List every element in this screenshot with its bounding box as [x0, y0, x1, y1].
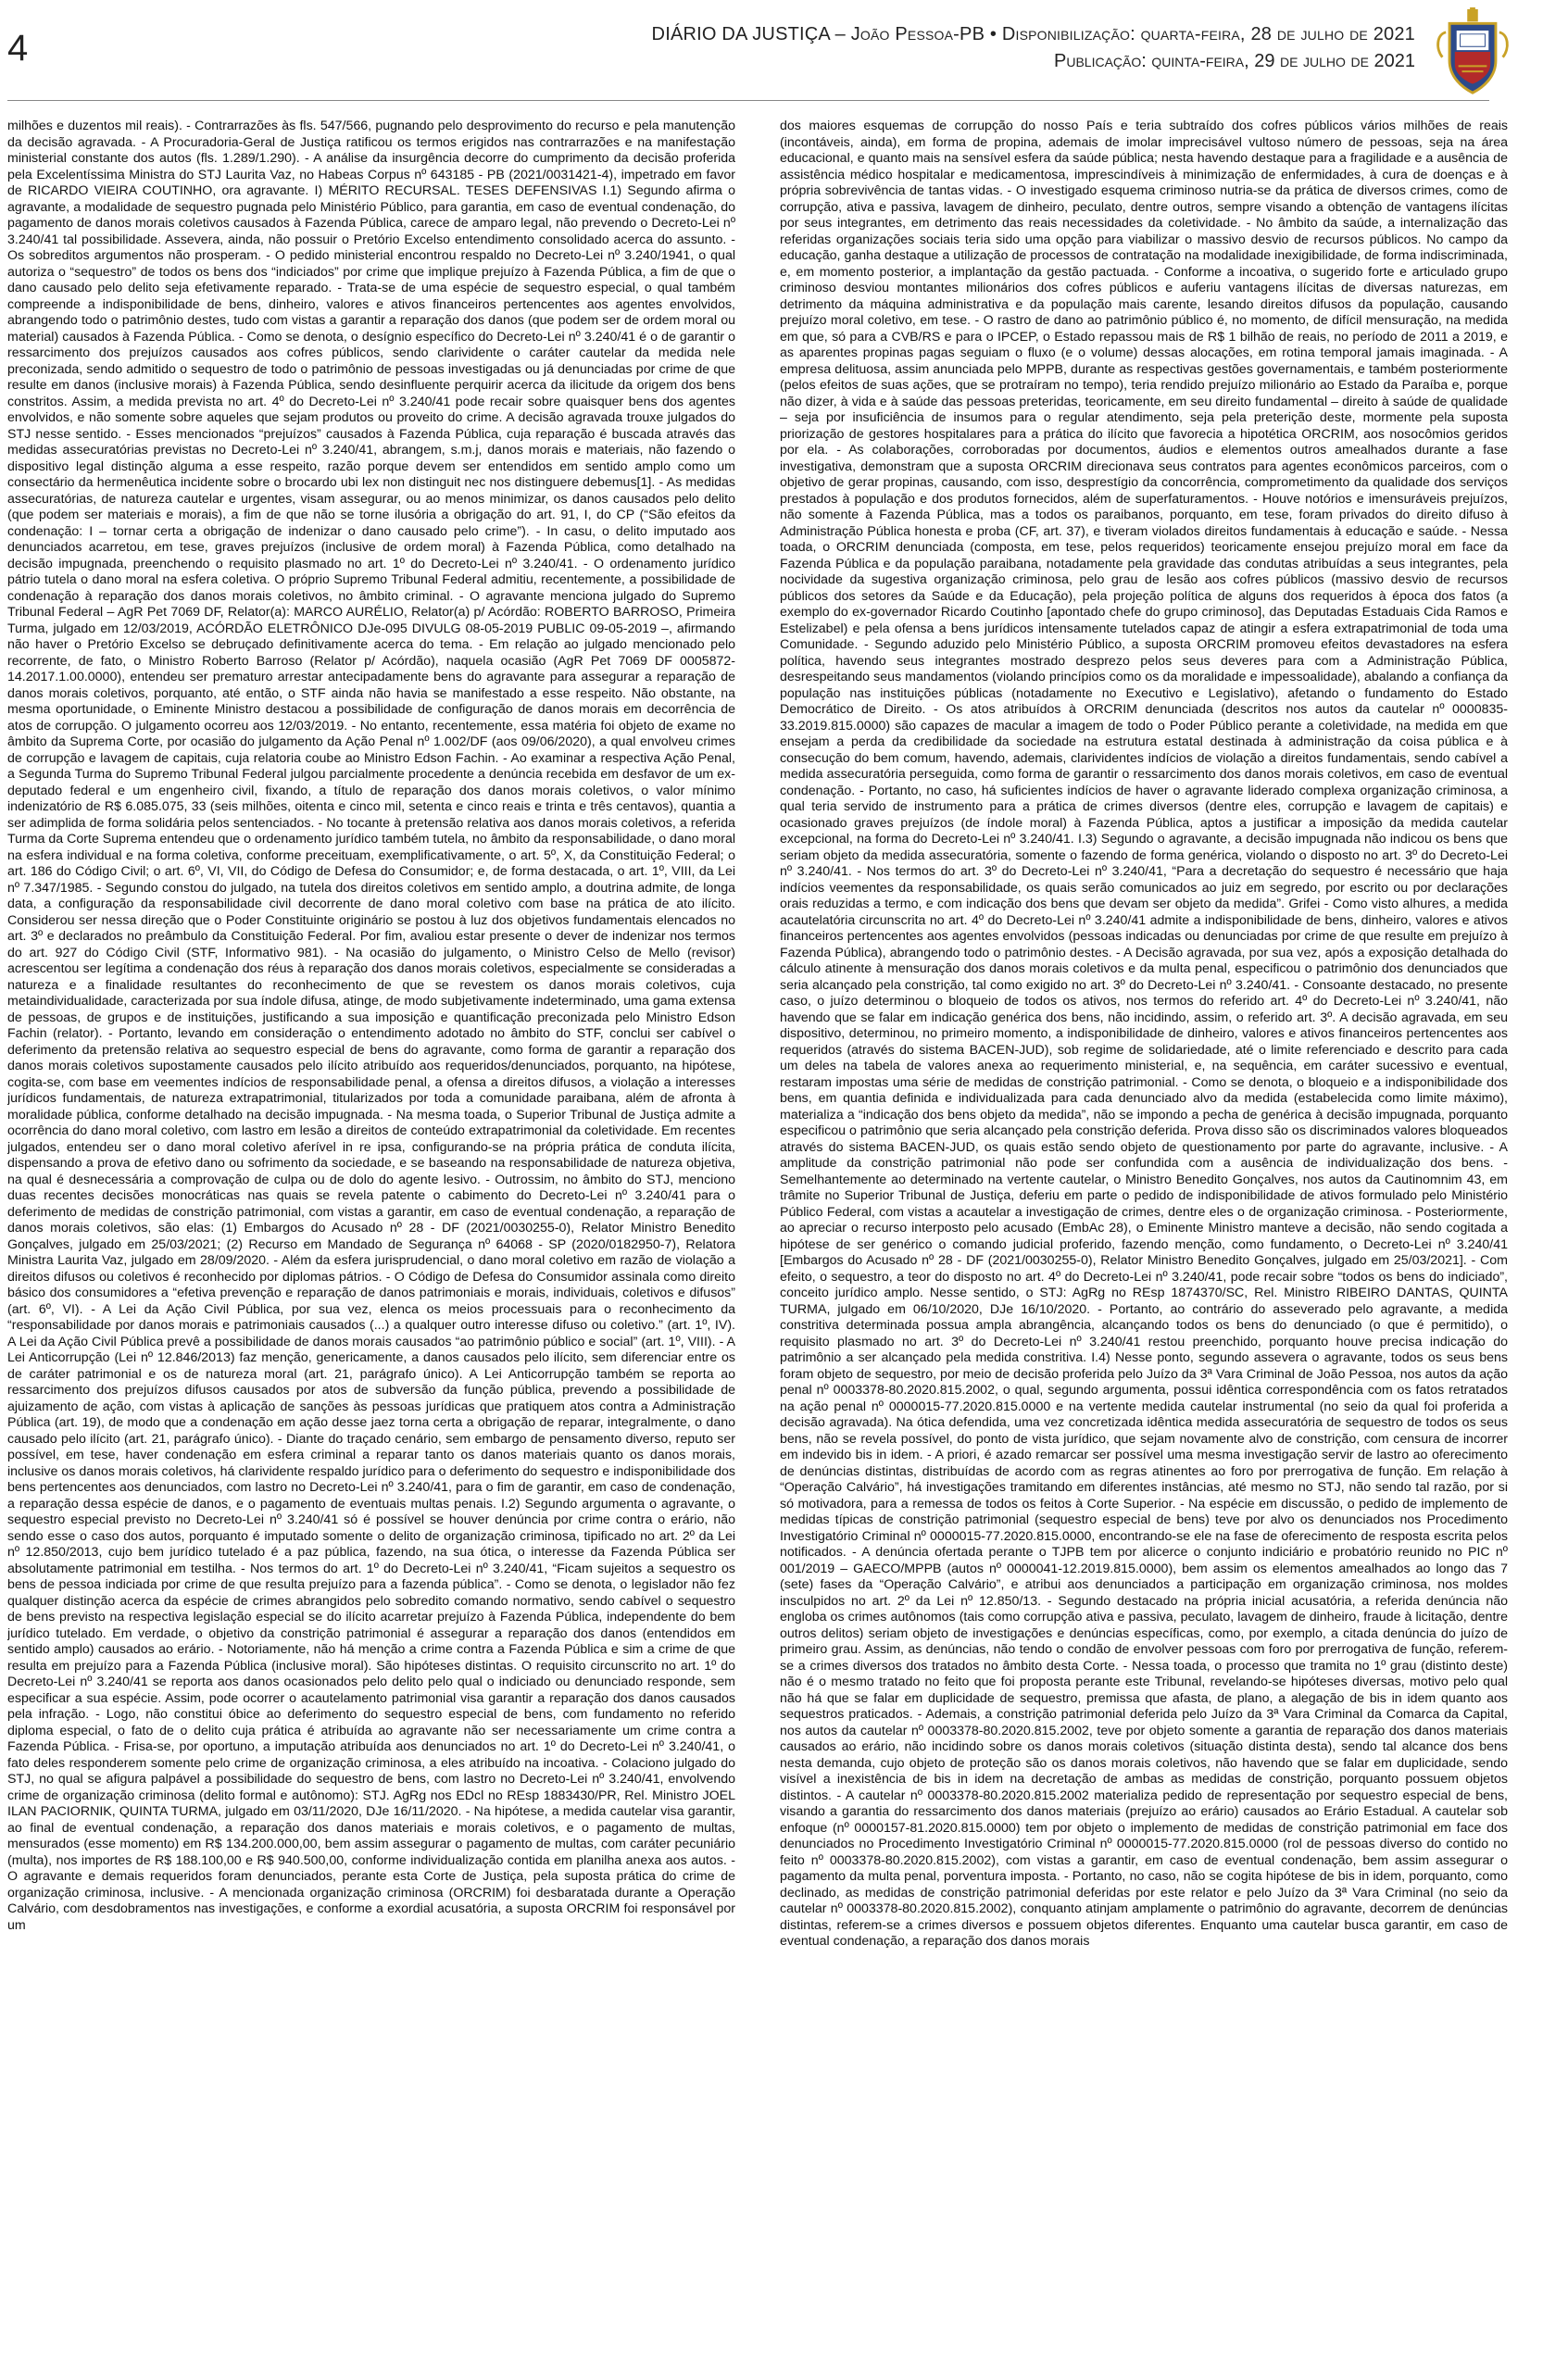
publication-date: : quinta-feira, 29 de julho de 2021 — [1141, 51, 1415, 71]
header-line-2 — [652, 51, 1415, 72]
text-column-left — [7, 119, 735, 2360]
journal-name: DIÁRIO DA JUSTIÇA — [651, 24, 830, 44]
page-header — [0, 0, 1568, 93]
right-column-text: dos maiores esquemas de corrupção do nosso País e teria subtraído dos cofres públicos vários milhões de reais (incontáveis, ainda), em forma de propina, ademais de imolar imprecisável vultoso número de pessoas, seja na área educacional, e quanto mais na sensível esfera da saúde pública; nesta havendo destaque para a fragilidade e a ausência de assistência médico hospitalar e medicamentosa, imprescindíveis à minimização de enfermidades, à cura de doenças e à própria sobrevivência de tantas vidas. - O investigado esquema criminoso nutria-se da prática de diversos crimes, como de corrupção, ativa e passiva, lavagem de dinheiro, peculato, dentre outros, sempre visando a obtenção de vantagens ilícitas por seus integrantes, em detrimento das reais necessidades da coletividade. - No âmbito da saúde, a internalização das referidas organizações sociais teria sido uma opção para viabilizar o massivo desvio de recursos públicos. No campo da educação, ganha destaque a utilização de processos de contratação na modalidade inexigibilidade, de forma indiscriminada, e, em momento posterior, a implantação da gestão pactuada. - Conforme a incoativa, o sugerido forte e articulado grupo criminoso desviou montantes milionários dos cofres públicos e auferiu vantagens ilícitas de diversas naturezas, em detrimento da máquina administrativa e da população mais carente, lesando direitos difusos da população, causando prejuízo moral coletivo, em tese. - O rastro de dano ao patrimônio público é, no momento, de difícil mensuração, na medida em que, só para a CVB/RS e para o IPCEP, o Estado repassou mais de R$ 1 bilhão de reais, no período de 2011 a 2019, e as aparentes propinas pagas seguiam o fluxo (e o volume) dessas alocações, em rotina temporal jamais imaginada. - A empresa delituosa, assim anunciada pelo MPPB, durante as respectivas gestões governamentais, e também posteriormente (pelos efeitos de suas ações, que se protraíram no tempo), teria rendido prejuízo milionário ao Estado da Paraíba e, porque não dizer, à vida e à saúde das pessoas preteridas, teoricamente, em seu direito fundamental – direito à saúde de qualidade – seja por insuficiência de insumos para o regular atendimento, seja pela preterição deste, mormente pela suposta priorização de gestores hospitalares para a prática do ilícito que favorecia a hipotética ORCRIM, aos nosocômios geridos por ela. - As colaborações, corroboradas por documentos, áudios e elementos outros amealhados durante a fase investigativa, demonstram que a suposta ORCRIM direcionava seus contratos para agentes econômicos parceiros, com o objetivo de gerar propinas, causando, com isso, desprestígio da concorrência, comprometimento da qualidade dos serviços prestados à população e dos produtos fornecidos, além de superfaturamentos. - Houve notórios e imensuráveis prejuízos, não somente à Fazenda Pública, mas a todos os paraibanos, porquanto, em tese, foram privados do direito difuso à Administração Pública honesta e proba (CF, art. 37), e tiveram violados direitos fundamentais à educação e saúde. - Nessa toada, o ORCRIM denunciada (composta, em tese, pelos requeridos) teoricamente ensejou prejuízo moral em face da Fazenda Pública e da população paraibana, notadamente pela gravidade das condutas atribuídas a seus integrantes, pela nocividade da sugestiva organização criminosa, pelo grau de lesão aos cofres públicos (massivo desvio de recursos públicos dos setores da Saúde e da Educação), pela projeção política de alguns dos requeridos à época dos fatos (a exemplo do ex-governador Ricardo Coutinho [apontado chefe do grupo criminoso], das Deputadas Estaduais Cida Ramos e Estelizabel) e pela ofensa a bens jurídicos intensamente tutelados capaz de atingir a esfera extrapatrimonial de toda uma Comunidade. - Segundo aduzido pelo Ministério Público, a suposta ORCRIM promoveu efeitos devastadores na esfera política, havendo seus integrantes mostrado desprezo pelos seus deveres para com a Administração Pública, desrespeitando seus mandamentos (violando princípios como os da moralidade e impessoalidade), abalando a confiança da população nas instituições públicas (notadamente no Executivo e Legislativo), afetando o fundamento do Estado Democrático de Direito. - Os atos atribuídos à ORCRIM denunciada (descritos nos autos da cautelar nº 0000835-33.2019.815.0000) são capazes de macular a imagem de todo o Poder Público perante a coletividade, na medida em que ensejam a perda da credibilidade da sociedade na estrutura estatal destinada à administração da coisa pública e à consecução do bem comum, havendo, ademais, clarividentes indícios de violação a direitos fundamentais, sendo cabível a medida assecuratória perseguida, como forma de garantir o ressarcimento dos danos morais coletivos, em caso de eventual condenação. - Portanto, no caso, há suficientes indícios de haver o agravante liderado complexa organização criminosa, a qual teria servido de instrumento para a prática de crimes diversos (dentre eles, corrupção e lavagem de capitais) e ocasionado graves prejuízos (de índole moral) à Fazenda Pública, aptos a justificar a imposição da medida cautelar excepcional, na forma do Decreto-Lei nº 3.240/41. I.3) Segundo o agravante, a decisão impugnada não indicou os bens que seriam objeto da medida assecuratória, somente o fazendo de forma genérica, violando o disposto no art. 3º do Decreto-Lei nº 3.240/41. - Nos termos do art. 3º do Decreto-Lei nº 3.240/41, “Para a decretação do sequestro é necessário que haja indícios veementes da responsabilidade, os quais serão comunicados ao juiz em segredo, por escrito ou por declarações orais reduzidas a termo, e com indicação dos bens que devam ser objeto da medida”. Grifei - Como visto alhures, a medida acautelatória circunscrita no art. 4º do Decreto-Lei nº 3.240/41 admite a indisponibilidade de bens, dinheiro, valores e ativos financeiros pertencentes aos agentes envolvidos (pessoas indicadas ou denunciadas por crime de que resulte em prejuízo à Fazenda Pública), abrangendo todo o patrimônio destes. - A Decisão agravada, por sua vez, após a exposição detalhada do cálculo atinente à mensuração dos danos morais coletivos e da multa penal, especificou o patrimônio dos denunciados que seria alcançado pela constrição, tal como exigido no art. 3º do Decreto-Lei nº 3.240/41. - Consoante destacado, no presente caso, o juízo determinou o bloqueio de todos os ativos, nos termos do referido art. 4º do Decreto-Lei nº 3.240/41, não havendo que se falar em indicação genérica dos bens, não incidindo, assim, o referido art. 3º. A decisão agravada, em seu dispositivo, determinou, no primeiro momento, a indisponibilidade de dinheiro, valores e ativos financeiros pertencentes aos requeridos (através do sistema BACEN-JUD), sob regime de solidariedade, até o limite referenciado e descrito para cada um deles na tabela de valores anexa ao requerimento ministerial, e, na sequência, em caráter sucessivo e eventual, restaram impostas uma série de medidas de constrição patrimonial. - Como se denota, o bloqueio e a indisponibilidade dos bens, em quantia definida e individualizada para cada denunciado alvo da medida (estabelecida como limite máximo), materializa a “indicação dos bens objeto da medida”, não se impondo a pecha de genérica à decisão impugnada, porquanto especificou o patrimônio que seria alcançado pela constrição deferida. Prova disso são os discriminados valores bloqueados através do sistema BACEN-JUD, os quais estão sendo objeto de questionamento por parte do agravante, inclusive. - A amplitude da constrição patrimonial não pode ser confundida com a ausência de individualização dos bens. - Semelhantemente ao determinado na vertente cautelar, o Ministro Benedito Gonçalves, nos autos da Cautinomnim 43, em trâmite no Superior Tribunal de Justiça, deferiu em parte o pedido de indisponibilidade de ativos formulado pelo Ministério Público Federal, com vistas a acautelar a investigação de crimes, dentre eles o de organização criminosa. - Posteriormente, ao apreciar o recurso interposto pelo acusado (EmbAc 28), o Eminente Ministro manteve a decisão, não sendo cogitada a hipótese de ser genérico o comando judicial proferido, fazendo menção, como fundamento, o Decreto-Lei nº 3.240/41 [Embargos do Acusado nº 28 - DF (2021/0030255-0), Relator Ministro Benedito Gonçalves, julgado em 25/03/2021]. - Com efeito, o sequestro, a teor do disposto no art. 4º do Decreto-Lei nº 3.240/41, pode recair sobre “todos os bens do indiciado”, conceito jurídico amplo. Nesse sentido, o STJ: AgRg no REsp 1874370/SC, Rel. Ministro RIBEIRO DANTAS, QUINTA TURMA, julgado em 06/10/2020, DJe 16/10/2020. - Portanto, ao contrário do asseverado pelo agravante, a medida constritiva determinada possua ampla abrangência, alcançando todos os bens do denunciado (o que é permitido), o requisito plasmado no art. 3º do Decreto-Lei nº 3.240/41 restou preenchido, porquanto houve precisa indicação do patrimônio a ser alcançado pela medida constritiva. I.4) Nesse ponto, segundo assevera o agravante, todos os seus bens foram objeto de sequestro, por meio de decisão proferida pelo Juízo da 3ª Vara Criminal de João Pessoa, nos autos da ação penal nº 0003378-80.2020.815.2002, o qual, segundo argumenta, possui idêntica correspondência com os fatos retratados na ação penal nº 0000015-77.2020.815.0000 e na vertente medida cautelar instrumental (no seio da qual foi proferida a decisão agravada). Na ótica defendida, uma vez concretizada idêntica medida assecuratória de sequestro de todos os seus bens, não se revela possível, do ponto de vista jurídico, que sejam novamente alvo de constrição, com censura de incorrer em indevido bis in idem. - A priori, é azado remarcar ser possível uma mesma investigação servir de lastro ao oferecimento de denúncias distintas, distribuídas de acordo com as regras atinentes ao foro por prerrogativa de função. Em relação à “Operação Calvário”, há investigações tramitando em diferentes instâncias, até mesmo no STJ, não sendo tal razão, por si só motivadora, para a remessa de todos os feitos à Corte Superior. - Na espécie em discussão, o pedido de implemento de medidas típicas de constrição patrimonial (sequestro especial de bens) teve por alvo os denunciados nos Procedimento Investigatório Criminal nº 0000015-77.2020.815.0000, encontrando-se ele na fase de oferecimento de resposta escrita pelos notificados. - A denúncia ofertada perante o TJPB tem por alicerce o conjunto indiciário e probatório reunido no PIC nº 001/2019 – GAECO/MPPB (autos nº 0000041-12.2019.815.0000), bem assim os elementos amealhados ao longo das 7 (sete) fases da “Operação Calvário”, e atribui aos denunciados a participação em organização criminosa, nos moldes insculpidos no art. 2º da Lei nº 12.850/13. - Segundo destacado na própria inicial acusatória, a referida denúncia não engloba os crimes autônomos (tais como corrupção ativa e passiva, peculato, lavagem de dinheiro, fraude à licitação, dentre outros delitos) seriam objeto de investigações e denúncias específicas, como, por exemplo, a citada denúncia do juízo de primeiro grau. Assim, as denúncias, não tendo o condão de envolver pessoas com foro por prerrogativa de função, referem-se a crimes diversos dos tratados no âmbito desta Corte. - Nessa toada, o processo que tramita no 1º grau (distinto deste) não é o mesmo tratado no feito que foi proposta perante este Tribunal, revelando-se hipóteses diversas, motivo pelo qual não há que se falar em duplicidade de sequestro, premissa que afasta, de plano, a alegação de bis in idem quanto aos sequestros praticados. - Ademais, a constrição patrimonial deferida pelo Juízo da 3ª Vara Criminal da Comarca da Capital, nos autos da cautelar nº 0003378-80.2020.815.2002, teve por objeto somente a garantia de reparação dos danos materiais causados ao erário, não incidindo sobre os danos morais coletivos (situação distinta desta), sendo tal alcance dos bens nesta demanda, cujo objeto de proteção são os danos morais coletivos, não havendo que se falar em duplicidade, sendo visível a inexistência de bis in idem na decretação de ambas as medidas de constrição, porquanto possuem objetos distintos. - A cautelar nº 0003378-80.2020.815.2002 materializa pedido de representação por sequestro especial de bens, visando a garantia do ressarcimento dos danos materiais (prejuízo ao erário) causados ao Erário Estadual. A cautelar sob enfoque (nº 0000157-81.2020.815.0000) tem por objeto o implemento de medidas de constrição patrimonial em face dos denunciados no Procedimento Investigatório Criminal nº 0000015-77.2020.815.0000 (rol de pessoas diverso do contido no feito nº 0003378-80.2020.815.2002), com vistas a garantir, em caso de eventual condenação, bem assim assegurar o pagamento da multa penal, porventura imposta. - Portanto, no caso, não se cogita hipótese de bis in idem, porquanto, como declinado, as medidas de constrição patrimonial deferidas por este relator e pelo Juízo da 3ª Vara Criminal (no seio da cautelar nº 0003378-80.2020.815.2002), conquanto atinjam amplamente o patrimônio do agravante, decorrem de denúncias distintas, referem-se a crimes diversos e possuem objetos diferentes. Enquanto uma cautelar busca garantir, em caso de eventual condenação, a reparação dos danos morais — [780, 119, 1508, 1949]
header-line-1 — [652, 24, 1415, 45]
page-number: 4 — [7, 28, 29, 69]
left-column-text: milhões e duzentos mil reais). - Contrarrazões às fls. 547/566, pugnando pelo desprovimento do recurso e pela manutenção da decisão agravada. - A Procuradoria-Geral de Justiça ratificou os termos erigidos nas contrarrazões e na manifestação ministerial constante dos autos (fls. 1.289/1.290). - A análise da insurgência decorre do cumprimento da decisão proferida pela Excelentíssima Ministra do STJ Laurita Vaz, no Habeas Corpus nº 643185 - PB (2021/0031421-4), impetrado em favor de RICARDO VIEIRA COUTINHO, ora agravante. I) MÉRITO RECURSAL. TESES DEFENSIVAS I.1) Segundo afirma o agravante, a modalidade de sequestro pugnada pelo Ministério Público, para garantia, em caso de eventual condenação, do pagamento de danos morais coletivos causados à Fazenda Pública, carece de amparo legal, não prevendo o Decreto-Lei nº 3.240/41 tal possibilidade. Assevera, ainda, não possuir o Pretório Excelso entendimento consolidado acerca do assunto. - Os sobreditos argumentos não prosperam. - O pedido ministerial encontrou respaldo no Decreto-Lei nº 3.240/1941, o qual autoriza o “sequestro” de todos os bens dos “indiciados” por crime que implique prejuízo à Fazenda Pública, a fim de que o dano causado pelo delito seja efetivamente reparado. - Trata-se de uma espécie de sequestro especial, o qual também compreende a indisponibilidade de bens, dinheiro, valores e ativos financeiros pertencentes aos agentes envolvidos, abrangendo todo o patrimônio destes, tudo com vistas a garantir a reparação dos danos (que podem ser de ordem moral ou material) causados à Fazenda Pública. - Como se denota, o desígnio específico do Decreto-Lei nº 3.240/41 é o de garantir o ressarcimento dos prejuízos causados aos cofres públicos, sendo clarividente o caráter cautelar da medida nele preconizada, sendo admitido o sequestro de todo o patrimônio de pessoas investigadas ou já denunciadas por crime de que resulte em danos (inclusive morais) à Fazenda Pública, sendo desinfluente perquirir acerca da ilicitude da origem dos bens constritos. Assim, a medida prevista no art. 4º do Decreto-Lei nº 3.240/41 pode recair sobre quaisquer bens dos agentes envolvidos, e não somente sobre aqueles que sejam produtos ou proveito do crime. A decisão agravada trouxe julgados do STJ nesse sentido. - Esses mencionados “prejuízos” causados à Fazenda Pública, cuja reparação é buscada através das medidas assecuratórias previstas no Decreto-Lei nº 3.240/41, abrangem, s.m.j, danos morais e materiais, não fazendo o dispositivo legal distinção alguma a esse respeito, razão porque devem ser entendidos em sentido amplo como um consectário da hermenêutica incidente sobre o brocardo ubi lex non distinguit nec nos distinguere debemus[1]. - As medidas assecuratórias, de natureza cautelar e urgentes, visam assegurar, ou ao menos minimizar, os danos causados pelo delito (que podem ser materiais e morais), a fim de que não se torne ilusória a obrigação do art. 91, I, do CP (“São efeitos da condenação: I – tornar certa a obrigação de indenizar o dano causado pelo crime”). - In casu, o delito imputado aos denunciados acarretou, em tese, graves prejuízos (inclusive de ordem moral) à Fazenda Pública, como detalhado na decisão impugnada, preenchendo o requisito plasmado no art. 1º do Decreto-Lei nº 3.240/41. - O ordenamento jurídico pátrio tutela o dano moral na esfera coletiva. O próprio Supremo Tribunal Federal admitiu, recentemente, a possibilidade de condenação à reparação dos danos morais coletivos, no âmbito criminal. - O agravante menciona julgado do Supremo Tribunal Federal – AgR Pet 7069 DF, Relator(a): MARCO AURÉLIO, Relator(a) p/ Acórdão: ROBERTO BARROSO, Primeira Turma, julgado em 12/03/2019, ACÓRDÃO ELETRÔNICO DJe-095 DIVULG 08-05-2019 PUBLIC 09-05-2019 –, afirmando não haver o Pretório Excelso se debruçado definitivamente acerca do tema. - Em relação ao julgado mencionado pelo recorrente, de fato, o Ministro Roberto Barroso (Relator p/ Acórdão), naquela ocasião (AgR Pet 7069 DF 0005872-14.2017.1.00.0000), entendeu ser prematuro arrestar antecipadamente bens do agravante para assegurar a reparação de danos morais coletivos, porquanto, até então, o STF ainda não havia se manifestado a esse respeito. Não obstante, na mesma oportunidade, o Eminente Ministro destacou a possibilidade de configuração de danos morais em decorrência de atos de corrupção. O julgamento ocorreu aos 12/03/2019. - No entanto, recentemente, essa matéria foi objeto de exame no âmbito da Suprema Corte, por ocasião do julgamento da Ação Penal nº 1.002/DF (aos 09/06/2020), a qual envolveu crimes de corrupção e lavagem de capitais, cuja relatoria coube ao Ministro Edson Fachin. - Ao examinar a respectiva Ação Penal, a Segunda Turma do Supremo Tribunal Federal julgou parcialmente procedente a denúncia recebida em desfavor de um ex-deputado federal e um engenheiro civil, fixando, a título de reparação dos danos morais coletivos, o valor mínimo indenizatório de R$ 6.085.075, 33 (seis milhões, oitenta e cinco mil, setenta e cinco reais e trinta e três centavos), quantia a ser adimplida de forma solidária pelos sentenciados. - No tocante à pretensão relativa aos danos morais coletivos, a referida Turma da Corte Suprema entendeu que o ordenamento jurídico também tutela, no âmbito da responsabilidade, o dano moral na esfera individual e na forma coletiva, conforme preceituam, exemplificativamente, o art. 5º, X, da Constituição Federal; o art. 186 do Código Civil; o art. 6º, VI, VII, do Código de Defesa do Consumidor; e, de forma destacada, o art. 1º, VIII, da Lei nº 7.347/1985. - Segundo constou do julgado, na tutela dos direitos coletivos em sentido amplo, a doutrina admite, de longa data, a configuração da responsabilidade civil decorrente de dano moral coletivo com base na prática de ato ilícito. Considerou ser nessa direção que o Poder Constituinte originário se postou à luz dos objetivos fundamentais elencados no art. 3º e declarados no preâmbulo da Constituição Federal. Por fim, avaliou estar presente o dever de indenizar nos termos do art. 927 do Código Civil (STF, Informativo 981). - Na ocasião do julgamento, o Ministro Celso de Mello (revisor) acrescentou ser legítima a condenação dos réus à reparação dos danos morais coletivos, especialmente se consideradas a natureza e a finalidade resultantes do reconhecimento de que se revestem os danos morais coletivos, cuja metaindividualidade, caracterizada por sua índole difusa, atinge, de modo subjetivamente indeterminado, uma gama extensa de pessoas, de grupos e de instituições, justificando a sua imposição e quantificação preconizada pelo Ministro Edson Fachin (relator). - Portanto, levando em consideração o entendimento adotado no âmbito do STF, conclui ser cabível o deferimento da pretensão relativa ao sequestro especial de bens do agravante, como forma de garantir a reparação dos danos morais coletivos supostamente causados pelo ilícito atribuído aos requeridos/denunciados, porquanto, na hipótese, cogita-se, com base em veementes indícios de responsabilidade penal, a ofensa a direitos difusos, a violação a interesses jurídicos fundamentais, de natureza extrapatrimonial, titularizados por toda a comunidade paraibana, além de afronta à moralidade pública, conforme detalhado na decisão impugnada. - Na mesma toada, o Superior Tribunal de Justiça admite a ocorrência do dano moral coletivo, com lastro em lesão a direitos de conteúdo extrapatrimonial da coletividade. Em recentes julgados, entendeu ser o dano moral coletivo aferível in re ipsa, configurando-se na própria prática de conduta ilícita, dispensando a prova de efetivo dano ou sofrimento da sociedade, e se baseando na responsabilidade de natureza objetiva, na qual é desnecessária a comprovação de culpa ou de dolo do agente lesivo. - Outrossim, no âmbito do STJ, menciono duas recentes decisões monocráticas nas quais se revela patente o cabimento do Decreto-Lei nº 3.240/41 para o deferimento de medidas de constrição patrimonial, com vistas a garantir, em caso de eventual condenação, a reparação de danos morais coletivos, são elas: (1) Embargos do Acusado nº 28 - DF (2021/0030255-0), Relator Ministro Benedito Gonçalves, julgado em 25/03/2021; (2) Recurso em Mandado de Segurança nº 64068 - SP (2020/0182950-7), Relatora Ministra Laurita Vaz, julgado em 28/09/2020. - Além da esfera jurisprudencial, o dano moral coletivo em razão de violação a direitos difusos ou coletivos é reconhecido por diplomas pátrios. - O Código de Defesa do Consumidor assinala como direito básico dos consumidores a “efetiva prevenção e reparação de danos patrimoniais e morais, individuais, coletivos e difusos” (art. 6º, VI). - A Lei da Ação Civil Pública, por sua vez, elenca os meios processuais para o reconhecimento da “responsabilidade por danos morais e patrimoniais causados (...) a qualquer outro interesse difuso ou coletivo.” (art. 1º, IV). A Lei da Ação Civil Pública prevê a possibilidade de danos morais causados “ao patrimônio público e social” (art. 1º, VIII). - A Lei Anticorrupção (Lei nº 12.846/2013) faz menção, genericamente, a danos causados pelo ilícito, sem diferenciar entre os de caráter patrimonial e os de natureza moral (art. 21, parágrafo único). A Lei Anticorrupção também se reporta ao ressarcimento dos prejuízos difusos causados por atos de subversão da função pública, prevendo a possibilidade de ajuizamento de ação, com vistas à aplicação de sanções às pessoas jurídicas que pratiquem atos contra a Administração Pública (art. 19), de modo que a condenação em ação desse jaez torna certa a obrigação de reparar, integralmente, o dano causado pelo ilícito (art. 21, parágrafo único). - Diante do traçado cenário, sem embargo de pensamento diverso, reputo ser possível, em tese, haver condenação em esfera criminal a reparar tanto os danos materiais quanto os danos morais, inclusive os danos morais coletivos, há clarividente respaldo jurídico para o deferimento do sequestro e indisponibilidade dos bens pertencentes aos denunciados, com lastro no Decreto-Lei nº 3.240/41, para o fim de garantir, em caso de condenação, a reparação dessa espécie de danos, e o pagamento de eventuais multas penais. I.2) Segundo argumenta o agravante, o sequestro especial previsto no Decreto-Lei nº 3.240/41 só é possível se houver denúncia por crime contra o erário, não sendo esse o caso dos autos, porquanto é imputado somente o delito de organização criminosa, tipificado no art. 2º da Lei nº 12.850/2013, cujo bem jurídico tutelado é a paz pública, fazendo, na sua ótica, o interesse da Fazenda Pública ser absolutamente patrimonial em testilha. - Nos termos do art. 1º do Decreto-Lei nº 3.240/41, “Ficam sujeitos a sequestro os bens de pessoa indiciada por crime de que resulta prejuízo para a fazenda pública”. - Como se denota, o legislador não fez qualquer distinção acerca da espécie de crimes abrangidos pelo sobredito comando normativo, sendo cabível o sequestro de bens previsto na respectiva legislação especial se do ilícito acarretar prejuízo à Fazenda Pública, independente do bem jurídico tutelado. Em verdade, o objetivo da constrição patrimonial é assegurar a reparação dos danos (entendidos em sentido amplo) causados ao erário. - Notoriamente, não há menção a crime contra a Fazenda Pública e sim a crime de que resulta em prejuízo para a Fazenda Pública (inclusive moral). São hipóteses distintas. O requisito circunscrito no art. 1º do Decreto-Lei nº 3.240/41 se reporta aos danos ocasionados pelo delito pelo qual o indiciado ou denunciado responde, sem especificar a sua espécie. Assim, pode ocorrer o acautelamento patrimonial visa garantir a reparação dos danos causados pela infração. - Logo, não constitui óbice ao deferimento do sequestro especial de bens, com fundamento no referido diploma especial, o fato de o delito cuja prática é atribuída ao agravante não ser necessariamente um crime contra a Fazenda Pública. - Frisa-se, por oportuno, a imputação atribuída aos denunciados no art. 1º do Decreto-Lei nº 3.240/41, o fato deles responderem somente pelo crime de organização criminosa, a eles atribuído na incoativa. - Colaciono julgado do STJ, no qual se afigura palpável a possibilidade do sequestro de bens, com lastro no Decreto-Lei nº 3.240/41, envolvendo crime de organização criminosa (delito formal e autônomo): STJ. AgRg nos EDcl no REsp 1883430/PR, Rel. Ministro JOEL ILAN PACIORNIK, QUINTA TURMA, julgado em 03/11/2020, DJe 16/11/2020. - Na hipótese, a medida cautelar visa garantir, ao final de eventual condenação, a reparação dos danos materiais e morais coletivos, e o pagamento de multas, mensurados (esse momento) em R$ 134.200.000,00, bem assim assegurar o pagamento de multas, com caráter pecuniário (multa), nos importes de R$ 188.100,00 e R$ 940.500,00, conforme individualização contida em planilha anexa aos autos. - O agravante e demais requeridos foram denunciados, perante esta Corte de Justiça, pela suposta prática do crime de organização criminosa, inclusive. - A mencionada organização criminosa (ORCRIM) foi desbaratada durante a Operação Calvário, com desdobramentos nas investigações, e conforme a exordial acusatória, a suposta ORCRIM foi responsável por um — [7, 119, 735, 1933]
header-divider — [7, 100, 1489, 101]
coat-of-arms-icon — [1428, 7, 1517, 96]
header-text — [652, 24, 1415, 72]
publication-label: Publicação — [1054, 51, 1142, 71]
availability-date: : quarta-feira, 28 de julho de 2021 — [1130, 24, 1415, 44]
text-column-right — [780, 119, 1508, 2360]
header-bullet: • — [985, 24, 1002, 44]
header-city: João Pessoa-PB — [850, 24, 985, 44]
header-separator: – — [829, 24, 851, 44]
availability-label: Disponibilização — [1001, 24, 1131, 44]
